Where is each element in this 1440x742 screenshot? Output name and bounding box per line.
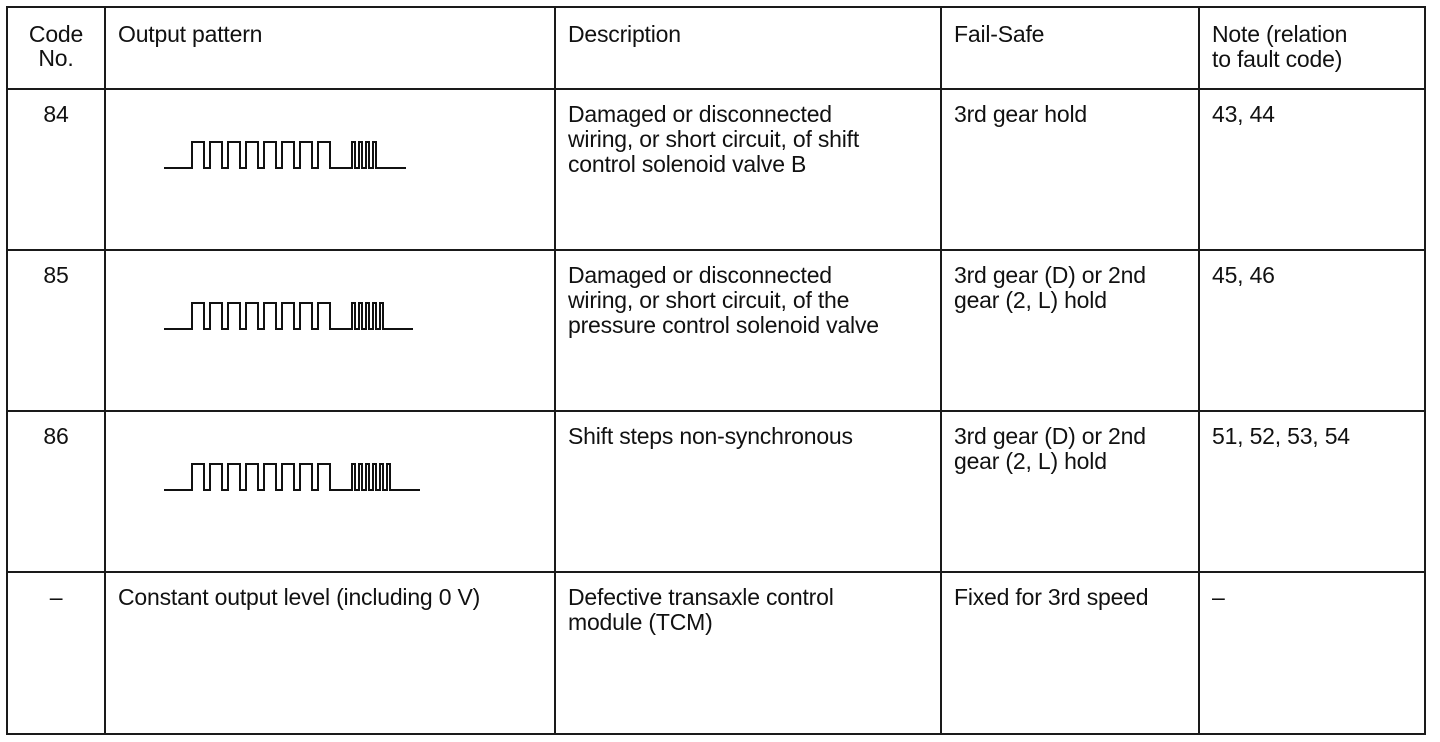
- fail-safe-cell: [941, 250, 1199, 411]
- description-cell: [555, 89, 941, 250]
- fail-safe-cell: [941, 411, 1199, 572]
- code-cell: –: [7, 572, 105, 734]
- fault-code-table: [6, 6, 1426, 735]
- header-note-line-2: to fault code): [1212, 46, 1343, 72]
- header-note: [1199, 7, 1425, 89]
- fail-safe-line: 3rd gear (D) or 2nd: [954, 262, 1146, 288]
- fail-safe-line: Fixed for 3rd speed: [954, 584, 1149, 610]
- fail-safe-cell: [941, 89, 1199, 250]
- header-code-no-line-1: Code: [28, 21, 84, 47]
- blink-code-86-waveform-icon: [164, 460, 494, 496]
- code-cell: 85: [7, 250, 105, 411]
- output-pattern-cell: [105, 411, 555, 572]
- output-pattern-cell: [105, 89, 555, 250]
- fail-safe-line: 3rd gear hold: [954, 101, 1087, 127]
- output-pattern-cell: Constant output level (including 0 V): [105, 572, 555, 734]
- description-cell: [555, 250, 941, 411]
- note-cell: 51, 52, 53, 54: [1199, 411, 1425, 572]
- header-fail-safe: Fail-Safe: [941, 7, 1199, 89]
- header-row: [7, 7, 1425, 89]
- header-note-line-1: Note (relation: [1212, 21, 1348, 47]
- description-line: module (TCM): [568, 609, 713, 635]
- table-row: [7, 411, 1425, 572]
- description-cell: [555, 572, 941, 734]
- note-cell: 45, 46: [1199, 250, 1425, 411]
- table-row: [7, 250, 1425, 411]
- description-line: control solenoid valve B: [568, 151, 807, 177]
- description-line: Shift steps non-synchronous: [568, 423, 853, 449]
- table-row: [7, 572, 1425, 734]
- note-cell: –: [1199, 572, 1425, 734]
- header-description: Description: [555, 7, 941, 89]
- header-output-pattern: Output pattern: [105, 7, 555, 89]
- fail-safe-line: 3rd gear (D) or 2nd: [954, 423, 1146, 449]
- code-cell: 86: [7, 411, 105, 572]
- code-cell: 84: [7, 89, 105, 250]
- note-cell: 43, 44: [1199, 89, 1425, 250]
- fail-safe-line: gear (2, L) hold: [954, 448, 1107, 474]
- description-line: wiring, or short circuit, of shift: [568, 126, 860, 152]
- blink-code-84-waveform-icon: [164, 138, 464, 174]
- description-line: Damaged or disconnected: [568, 101, 832, 127]
- fail-safe-line: gear (2, L) hold: [954, 287, 1107, 313]
- description-line: pressure control solenoid valve: [568, 312, 879, 338]
- output-pattern-cell: [105, 250, 555, 411]
- description-line: Damaged or disconnected: [568, 262, 832, 288]
- header-code-no: [7, 7, 105, 89]
- header-code-no-line-2: No.: [38, 45, 74, 71]
- description-cell: [555, 411, 941, 572]
- blink-code-85-waveform-icon: [164, 299, 474, 335]
- table-row: [7, 89, 1425, 250]
- description-line: wiring, or short circuit, of the: [568, 287, 850, 313]
- description-line: Defective transaxle control: [568, 584, 834, 610]
- fail-safe-cell: [941, 572, 1199, 734]
